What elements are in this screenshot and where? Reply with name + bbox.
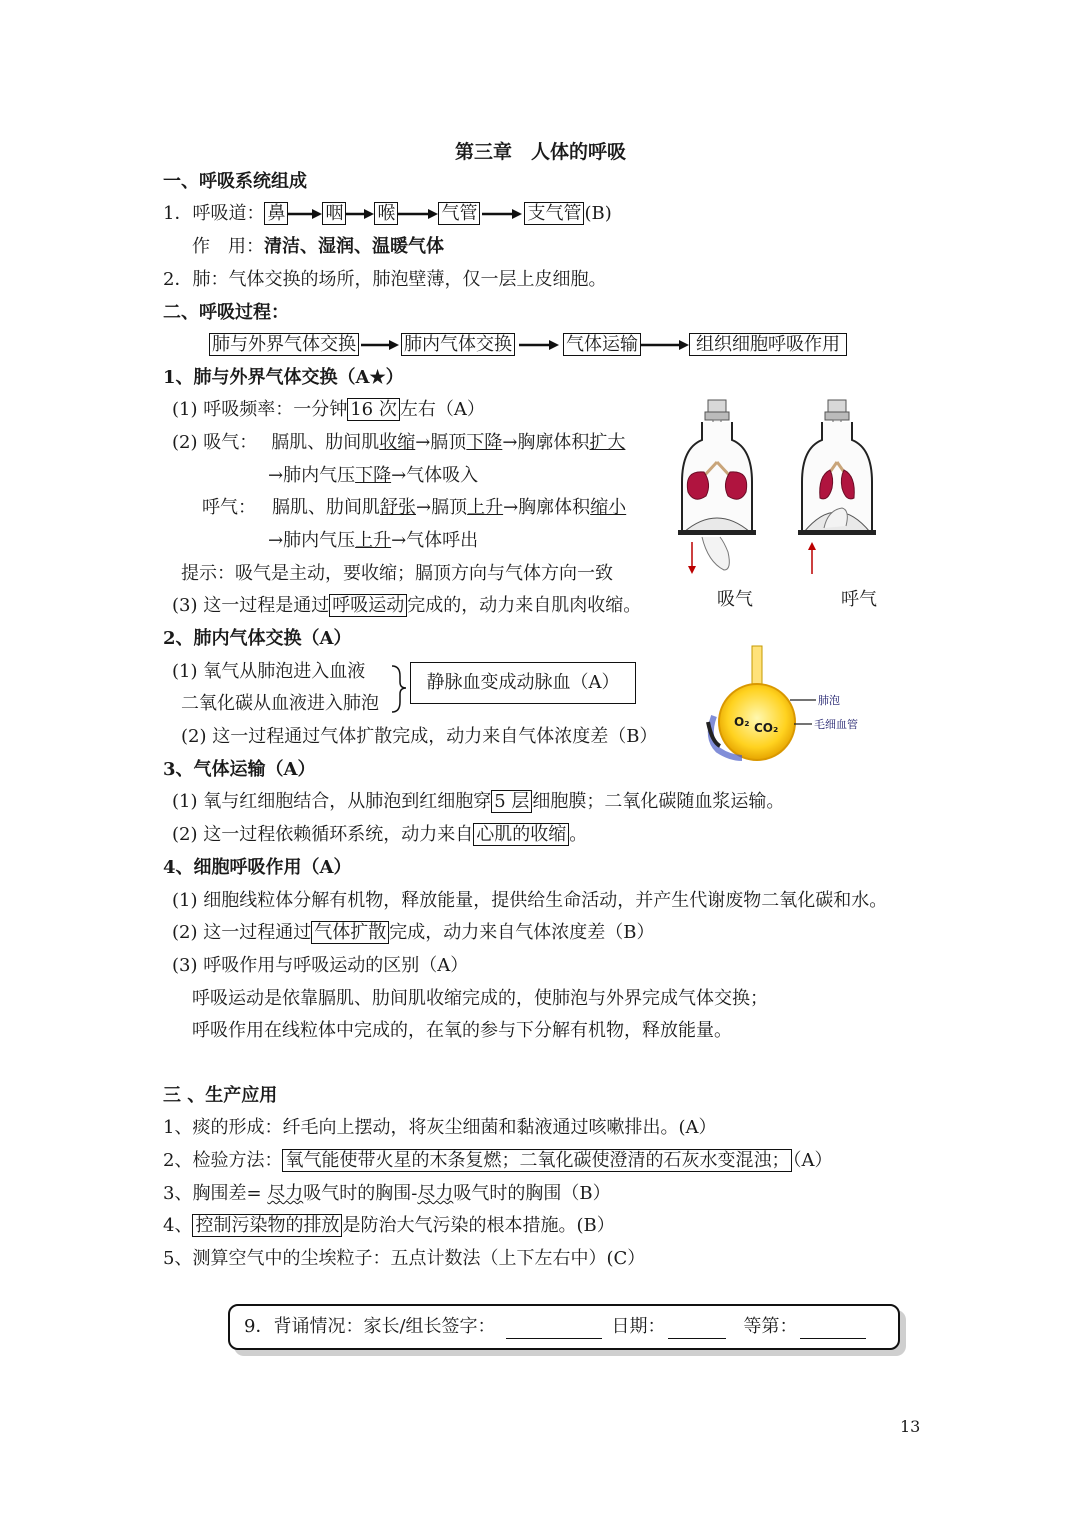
transport-suffix: 。 [569, 824, 588, 845]
bell-jar-exhale [798, 400, 876, 574]
exhale-text: →肺内气压 [268, 530, 356, 551]
exhale-text: →膈顶 [416, 497, 468, 518]
capillary-label: 毛细血管 [814, 718, 858, 731]
breath-movement-line [172, 594, 641, 618]
bell-jar-diagram [672, 392, 892, 592]
exhale-text: →气体呼出 [391, 530, 479, 551]
subheading-cell-respiration: 4、细胞呼吸作用（A） [163, 857, 352, 878]
signature-label: 9．背诵情况：家长/组长签字： [244, 1316, 496, 1337]
exhale-keyword: 舒张 [380, 497, 416, 518]
function-text: 清洁、湿润、温暖气体 [264, 236, 444, 257]
flow-step-4: 组织细胞呼吸作用 [689, 333, 847, 356]
rate-value: 16 次 [347, 398, 400, 421]
pollution-control: 控制污染物的排放 [192, 1214, 342, 1237]
section-heading-process: 二、呼吸过程： [163, 302, 289, 323]
application-item-3 [163, 1182, 611, 1206]
blood-change-box: 静脉血变成动脉血（A） [410, 662, 636, 704]
membrane-count: 5 层 [491, 790, 532, 813]
heart-contraction: 心肌的收缩 [473, 823, 569, 846]
respiration-line-3: (3) 呼吸作用与呼吸运动的区别（A） [172, 955, 469, 976]
recitation-line [244, 1315, 866, 1339]
airway-part-bronchus: 支气管 [524, 202, 584, 225]
arrow-icon [346, 208, 374, 220]
exhale-keyword: 上升 [467, 497, 504, 518]
signature-field[interactable] [506, 1338, 602, 1339]
respiration-suffix: 完成，动力来自气体浓度差（B） [389, 922, 655, 943]
brace-icon [390, 664, 410, 714]
transport-suffix: 细胞膜；二氧化碳随血浆运输。 [532, 791, 785, 812]
subheading-external-exchange: 1、肺与外界气体交换（A★） [163, 367, 404, 388]
page-number: 13 [900, 1417, 921, 1436]
hint-line: 提示：吸气是主动，要收缩；膈顶方向与气体方向一致 [181, 563, 613, 584]
inhale-text: →气体吸入 [391, 465, 479, 486]
exhale-keyword: 缩小 [590, 497, 627, 518]
flow-step-1: 肺与外界气体交换 [209, 333, 359, 356]
application-item-5: 5、测算空气中的尘埃粒子：五点计数法（上下左右中）(C） [163, 1248, 646, 1269]
arrow-icon [519, 339, 559, 351]
arrow-icon [641, 339, 689, 351]
grade-label: 等第： [743, 1316, 798, 1337]
inhale-text: →膈顶 [415, 432, 467, 453]
application-item-2 [163, 1149, 832, 1173]
grade-mark: (B) [584, 203, 612, 224]
inhale-keyword: 收缩 [379, 432, 416, 453]
chest-text: 吸气时的胸围- [303, 1183, 418, 1204]
oxygen-line: (1) 氧气从肺泡进入血液 [172, 661, 366, 682]
exhale-label: 呼气： [202, 497, 256, 518]
section-heading-application: 三 、生产应用 [163, 1085, 278, 1106]
respiration-line-4: 呼吸运动是依靠膈肌、肋间肌收缩完成的，使肺泡与外界完成气体交换； [192, 988, 768, 1009]
inhale-keyword: 下降 [355, 465, 392, 486]
inhale-line-1 [172, 431, 625, 455]
movement-keyword: 呼吸运动 [329, 594, 407, 617]
airway-part-pharynx: 咽 [322, 202, 346, 225]
o2-label: O₂ [734, 715, 750, 729]
inhale-keyword: 下降 [466, 432, 503, 453]
exhale-keyword: 上升 [355, 530, 392, 551]
chest-keyword: 尽力 [267, 1183, 304, 1204]
alveolus-label: 肺泡 [818, 694, 840, 707]
movement-suffix: 完成的，动力来自肌肉收缩。 [407, 595, 642, 616]
inhale-text: →胸廓体积 [502, 432, 590, 453]
respiration-line-2 [172, 921, 654, 945]
grade-field[interactable] [800, 1338, 866, 1339]
transport-line-2 [172, 823, 587, 847]
diffusion-line: (2) 这一过程通过气体扩散完成，动力来自气体浓度差（B） [181, 726, 658, 747]
flow-step-2: 肺内气体交换 [401, 333, 515, 356]
label-inhale: 吸气 [717, 589, 753, 610]
arrow-icon [288, 208, 322, 220]
inhale-text: →肺内气压 [268, 465, 356, 486]
inhale-label: (2) 吸气： [172, 432, 258, 453]
application-suffix: 是防治大气污染的根本措施。(B） [342, 1215, 615, 1236]
exhale-line-1 [202, 496, 626, 520]
application-item-4 [163, 1214, 615, 1238]
test-method: 氧气能使带火星的木条复燃；二氧化碳使澄清的石灰水变混浊； [282, 1149, 792, 1172]
inhale-keyword: 扩大 [589, 432, 626, 453]
chest-text: 3、胸围差= [163, 1183, 268, 1204]
airway-part-trachea: 气管 [438, 202, 480, 225]
application-prefix: 2、检验方法： [163, 1150, 283, 1171]
respiration-line-5: 呼吸作用在线粒体中完成的，在氧的参与下分解有机物，释放能量。 [192, 1020, 732, 1041]
arrow-icon [482, 208, 522, 220]
diffusion-keyword: 气体扩散 [311, 921, 389, 944]
label-exhale: 呼气 [841, 589, 877, 610]
co2-label: CO₂ [754, 721, 779, 735]
airway-part-nose: 鼻 [264, 202, 288, 225]
application-suffix: （A） [792, 1150, 833, 1171]
chest-text: 吸气时的胸围（B） [453, 1183, 611, 1204]
arrow-icon [398, 208, 438, 220]
co2-line: 二氧化碳从血液进入肺泡 [181, 693, 379, 714]
chest-keyword: 尽力 [417, 1183, 454, 1204]
transport-prefix: (2) 这一过程依赖循环系统，动力来自 [172, 824, 474, 845]
application-item-1: 1、痰的形成：纤毛向上摆动，将灰尘细菌和黏液通过咳嗽排出。(A） [163, 1117, 717, 1138]
subheading-lung-exchange: 2、肺内气体交换（A） [163, 628, 352, 649]
transport-line-1 [172, 790, 784, 814]
bell-jar-inhale [678, 400, 756, 574]
respiration-line-1: (1) 细胞线粒体分解有机物，释放能量，提供给生命活动，并产生代谢废物二氧化碳和水。 [172, 890, 888, 911]
airway-line [163, 202, 612, 226]
airway-prefix: 1．呼吸道： [163, 203, 265, 224]
arrow-icon [361, 339, 399, 351]
date-label: 日期： [611, 1316, 666, 1337]
transport-prefix: (1) 氧与红细胞结合，从肺泡到红细胞穿 [172, 791, 492, 812]
rate-suffix: 左右（A） [399, 399, 485, 420]
function-label: 作 用： [192, 236, 264, 257]
flow-step-3: 气体运输 [563, 333, 641, 356]
lung-line: 2．肺：气体交换的场所，肺泡壁薄，仅一层上皮细胞。 [163, 269, 607, 290]
application-prefix: 4、 [163, 1215, 193, 1236]
inhale-text: 膈肌、肋间肌 [271, 432, 380, 453]
airway-part-larynx: 喉 [374, 202, 398, 225]
page-title: 第三章 人体的呼吸 [455, 141, 627, 163]
process-flow [209, 333, 847, 357]
breath-rate-line [172, 398, 485, 422]
rate-prefix: (1) 呼吸频率：一分钟 [172, 399, 348, 420]
section-heading-composition: 一、呼吸系统组成 [163, 171, 307, 192]
exhale-text: 膈肌、肋间肌 [272, 497, 380, 518]
function-line [192, 235, 444, 259]
exhale-text: →胸廓体积 [503, 497, 591, 518]
recitation-box [228, 1304, 900, 1350]
exhale-line-2 [268, 529, 478, 553]
alveolus-diagram [702, 642, 882, 770]
subheading-gas-transport: 3、气体运输（A） [163, 759, 316, 780]
respiration-prefix: (2) 这一过程通过 [172, 922, 312, 943]
movement-prefix: (3) 这一过程是通过 [172, 595, 330, 616]
date-field[interactable] [668, 1338, 726, 1339]
inhale-line-2 [268, 464, 478, 488]
